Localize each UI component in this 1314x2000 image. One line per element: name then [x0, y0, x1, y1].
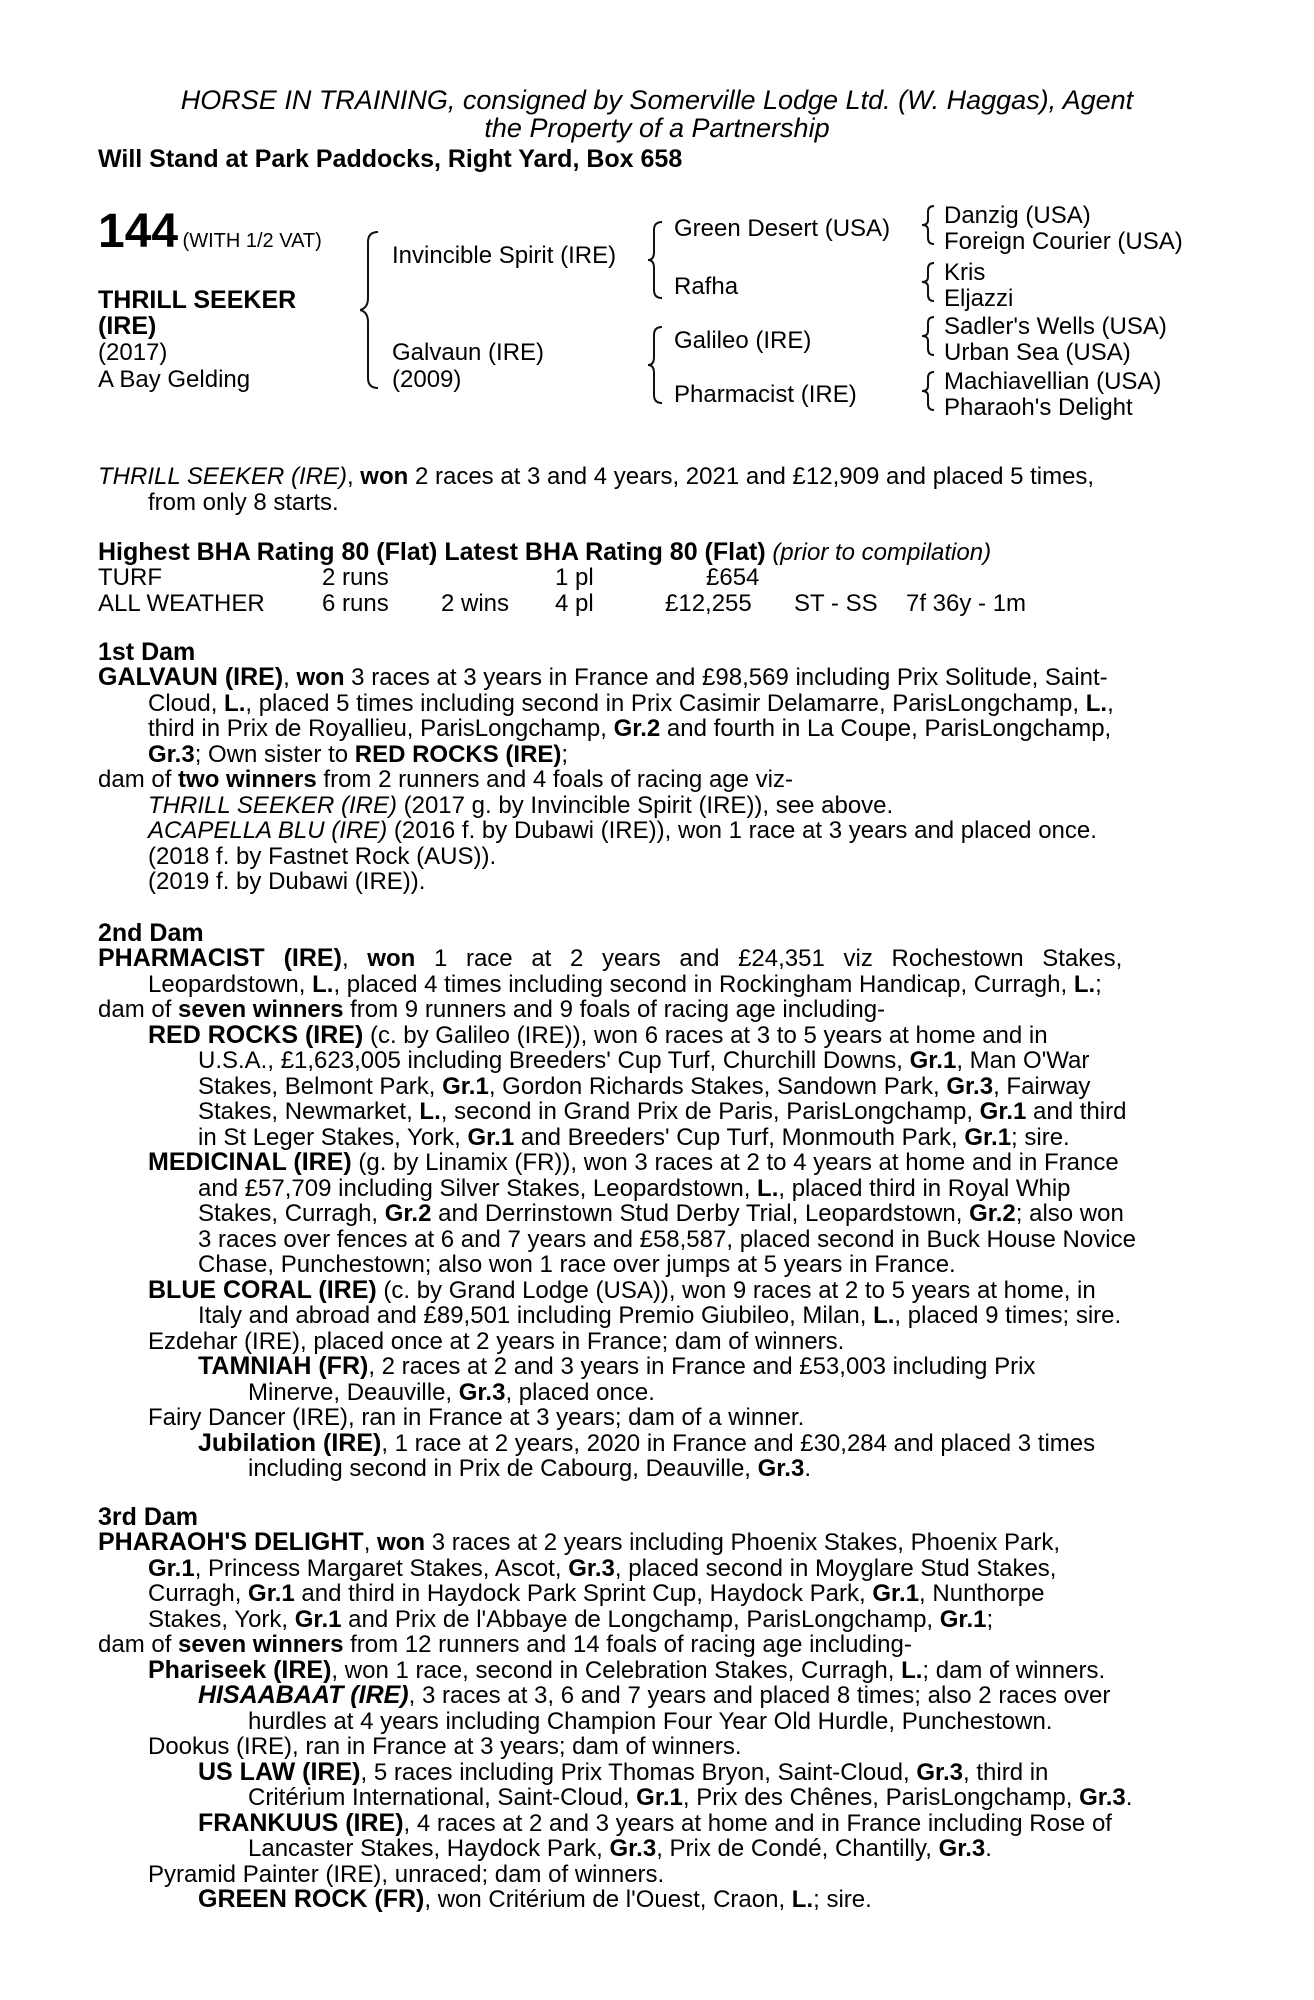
text-dam1-l2d: L.: [1085, 689, 1108, 717]
text-ratings-rows-0-surface: TURF: [98, 564, 162, 591]
text-line: [98, 997, 1204, 1023]
text-dam3-l5a: dam of: [98, 1631, 179, 1658]
text-dam2-ju2b: Gr.3: [757, 1455, 805, 1482]
text-dam2-l3c: from 9 runners and 9 foals of racing age including-: [343, 996, 886, 1023]
pedigree-brace-6: [922, 315, 942, 357]
text-dam3-us1b: , 5 races including Prix Thomas Bryon, Saint-Cloud,: [360, 1758, 917, 1786]
text-line: [98, 1125, 1204, 1151]
pedigree-sire-sire: Green Desert (USA): [674, 215, 891, 242]
text-line: [98, 742, 1204, 768]
pedigree-dam-year: (2009): [392, 366, 462, 393]
text-dam2-me3a: Stakes, Curragh,: [198, 1200, 385, 1227]
text-ratings-rows-0-runs: 2 runs: [322, 564, 389, 591]
offspring-2019: (2019 f. by Dubawi (IRE)).: [148, 868, 426, 895]
text-dam2-rr4c: , second in Grand Prix de Paris, ParisLongchamp,: [440, 1098, 980, 1125]
text-dam2-me4: 3 races over fences at 6 and 7 years and £58,587, placed second in Buck House Novice: [198, 1225, 1136, 1253]
text-summary-won: won: [360, 463, 409, 490]
produce-jubilation: [98, 1428, 1204, 1457]
text-dam3-ph1b: , won 1 race, second in Celebration Stakes, Curragh,: [331, 1656, 902, 1684]
text-dam1-won: won: [296, 664, 345, 691]
text-summary-rest1: 2 races at 3 and 4 years, 2021 and £12,909 and placed 5 times,: [408, 463, 1095, 490]
pedigree-sire: Invincible Spirit (IRE): [392, 242, 617, 269]
text-dam2-ju2c: .: [804, 1455, 811, 1482]
text-dam2-ju1b: , 1 race at 2 years, 2020 in France and £30,284 and placed 3 times: [381, 1429, 1096, 1457]
text-dam2-ju1a: Jubilation (IRE): [198, 1428, 382, 1457]
text-dam3-l3a: Curragh,: [148, 1580, 249, 1607]
text-dam1-l4b: ; Own sister to: [194, 740, 355, 768]
text-dam2-me2b: L.: [757, 1174, 779, 1202]
text-dam3-l3d: Gr.1: [872, 1580, 920, 1607]
text-dam1-o2b: (2016 f. by Dubawi (IRE)), won 1 race at 3 years and placed once.: [387, 817, 1097, 844]
text-dam2-rr5d: Gr.1: [964, 1123, 1012, 1151]
text-line: [98, 1456, 1204, 1482]
produce-red-rocks: [98, 1020, 1204, 1049]
text-line: [98, 1303, 1204, 1329]
text-dam2-l2d: L.: [1073, 970, 1096, 998]
offspring-2018: (2018 f. by Fastnet Rock (AUS)).: [148, 842, 497, 870]
text-dam1-l2c: , placed 5 times including second in Prix Casimir Delamarre, ParisLongchamp,: [245, 689, 1086, 717]
text-line: THRILL SEEKER (IRE), won 2 races at 3 and 4 years, 2021 and £12,909 and placed 5 times,: [98, 463, 1095, 490]
text-dam2-rr3d: Gr.3: [946, 1072, 994, 1100]
text-dam3-us1c: Gr.3: [916, 1758, 964, 1786]
text-dam2-l2b: L.: [312, 970, 334, 998]
text-dam3-name: PHARAOH'S DELIGHT: [98, 1528, 364, 1556]
text-dam3-l5b: seven winners: [178, 1631, 344, 1658]
pedigree-sds: Kris: [944, 259, 986, 286]
text-dam2-me3c: and Derrinstown Stud Derby Trial, Leopardstown,: [431, 1200, 970, 1227]
text-dam1-l3a: third in Prix de Royallieu, ParisLongchamp,: [148, 715, 614, 742]
stand-location: Will Stand at Park Paddocks, Right Yard, Box 658: [98, 145, 683, 173]
text-dam3-ph1c: L.: [901, 1656, 923, 1684]
text-dam2-rr4a: Stakes, Newmarket,: [198, 1098, 420, 1125]
text-dam2-rr2b: Gr.1: [909, 1047, 957, 1074]
text-dam3-us2c: , Prix des Chênes, ParisLongchamp,: [682, 1784, 1080, 1811]
text-dam3-fr2a: Lancaster Stakes, Haydock Park,: [248, 1835, 610, 1862]
text-dam2-ju2a: including second in Prix de Cabourg, Deauville,: [248, 1455, 758, 1482]
summary-horse-name: THRILL SEEKER (IRE): [98, 463, 347, 490]
text-dam2-rr2c: , Man O'War: [956, 1047, 1090, 1074]
text-dam3-hi1b: , 3 races at 3, 6 and 7 years and placed 8 times; also 2 races over: [408, 1682, 1111, 1709]
text-dam3-hi2: hurdles at 4 years including Champion Four Year Old Hurdle, Punchestown.: [248, 1707, 1053, 1735]
text-line: [98, 1048, 1204, 1074]
text-dam3-won: won: [377, 1529, 426, 1556]
third-dam-heading: 3rd Dam: [98, 1503, 199, 1531]
text-dam2-me1a: MEDICINAL (IRE): [148, 1148, 352, 1176]
text-dam3-ph1d: ; dam of winners.: [922, 1656, 1106, 1684]
text-dam2-rr4e: and third: [1026, 1098, 1127, 1125]
text-dam3-fr1a: FRANKUUS (IRE): [198, 1808, 404, 1837]
text-dam3-l4c: and Prix de l'Abbaye de Longchamp, ParisLongchamp,: [341, 1605, 940, 1633]
text-dam1-l2b: L.: [224, 689, 246, 717]
property-line: the Property of a Partnership: [484, 113, 830, 143]
pedigree-brace-7: [922, 370, 942, 412]
text-dam2-l3b: seven winners: [178, 996, 344, 1023]
text-dam3-fr2e: .: [985, 1835, 992, 1862]
text-line: [98, 1556, 1204, 1582]
text-dam3-us2d: Gr.3: [1079, 1784, 1126, 1811]
first-dam-section: [98, 665, 1204, 895]
text-dam1-l3c: and fourth in La Coupe, ParisLongchamp,: [660, 715, 1112, 742]
text-dam2-ta1a: TAMNIAH (FR): [198, 1352, 369, 1380]
horse-country: (IRE): [98, 312, 157, 340]
text-dam3-us2e: .: [1125, 1784, 1133, 1811]
pedigree-brace-2: [648, 220, 672, 300]
text-dam3-l3b: Gr.1: [248, 1580, 295, 1607]
text-dam3-us1d: , third in: [963, 1758, 1049, 1786]
pedigree-dam-dam: Pharmacist (IRE): [674, 381, 857, 408]
pedigree-brace-5: [922, 261, 942, 303]
text-line: [98, 1632, 1204, 1658]
text-dam3-gr1c: L.: [791, 1886, 814, 1913]
text-dam2-me3d: Gr.2: [969, 1200, 1016, 1227]
text-dam2-me2a: and £57,709 including Silver Stakes, Leopardstown,: [198, 1174, 758, 1202]
text-dam2-rr4d: Gr.1: [979, 1098, 1027, 1125]
text-dam3-hi1a: HISAABAAT (IRE): [198, 1681, 409, 1709]
text-dam1-l3b: Gr.2: [613, 715, 661, 742]
text-ratings-rows-1-pl: 4 pl: [555, 590, 594, 617]
text-dam1-o1a: THRILL SEEKER (IRE): [148, 791, 397, 819]
text-dam3-l4d: Gr.1: [939, 1605, 987, 1633]
text-dam2-me5: Chase, Punchestown; also won 1 race over jumps at 5 years in France.: [198, 1251, 956, 1278]
text-dam3-l1: 3 races at 2 years including Phoenix Stakes, Phoenix Park,: [425, 1529, 1061, 1556]
text-line: [98, 1785, 1204, 1811]
text-dam3-l2d: , placed second in Moyglare Stud Stakes,: [614, 1554, 1057, 1582]
produce-fairy-dancer: Fairy Dancer (IRE), ran in France at 3 years; dam of a winner.: [148, 1404, 805, 1431]
text-ratings-rows-1-dist: 7f 36y - 1m: [906, 590, 1027, 617]
text-line: PHARAOH'S DELIGHT, won 3 races at 2 years including Phoenix Stakes, Phoenix Park,: [98, 1528, 1061, 1556]
text-dam2-rr5a: in St Leger Stakes, York,: [198, 1123, 468, 1151]
text-dam2-me3b: Gr.2: [384, 1200, 432, 1227]
produce-tamniah: [98, 1354, 1204, 1380]
horse-description: A Bay Gelding: [98, 366, 251, 393]
text-dam3-l5c: from 12 runners and 14 foals of racing age including-: [343, 1631, 912, 1658]
text-dam1-name: GALVAUN (IRE): [98, 663, 284, 691]
text-dam3-l4a: Stakes, York,: [148, 1605, 295, 1633]
text-line: [98, 1176, 1204, 1202]
text-line: [98, 1607, 1204, 1633]
vat-note: (WITH 1/2 VAT): [182, 230, 322, 252]
pedigree-dsd: Urban Sea (USA): [944, 339, 1131, 366]
text-ratings-rows-0-pl: 1 pl: [555, 564, 594, 591]
text-dam3-l3c: and third in Haydock Park Sprint Cup, Haydock Park,: [294, 1580, 873, 1607]
text-dam3-ph1a: Phariseek (IRE): [148, 1655, 332, 1684]
text-dam3-us2a: Critérium International, Saint-Cloud,: [248, 1784, 637, 1811]
text-line: [98, 767, 1204, 793]
text-line: [98, 1581, 1204, 1607]
text-dam2-ta2c: , placed once.: [505, 1378, 655, 1406]
text-dam2-l2c: , placed 4 times including second in Rockingham Handicap, Curragh,: [333, 970, 1074, 998]
third-dam-section: [98, 1530, 1204, 1913]
pedigree-sire-dam: Rafha: [674, 273, 739, 300]
pedigree-ssd: Foreign Courier (USA): [944, 228, 1183, 255]
produce-green-rock: [98, 1887, 1204, 1913]
text-ratings-note: (prior to compilation): [772, 539, 992, 566]
text-dam2-ta2b: Gr.3: [458, 1378, 506, 1406]
text-ratings-rows-1-surface: ALL WEATHER: [98, 590, 265, 617]
produce-dookus: Dookus (IRE), ran in France at 3 years; dam of winners.: [148, 1733, 742, 1760]
text-dam3-gr1a: GREEN ROCK (FR): [198, 1885, 425, 1913]
pedigree-dam: Galvaun (IRE): [392, 339, 545, 366]
text-dam3-l2c: Gr.3: [568, 1554, 615, 1582]
text-dam1-l2a: Cloud,: [148, 689, 225, 717]
text-dam3-us1a: US LAW (IRE): [198, 1757, 361, 1786]
text-dam1-l4d: ;: [561, 740, 569, 768]
second-dam-heading: 2nd Dam: [98, 919, 204, 947]
text-dam1-l5b: two winners: [178, 766, 317, 793]
text-dam3-fr2b: Gr.3: [609, 1835, 657, 1862]
text-line: [98, 1836, 1204, 1862]
text-dam2-ta2a: Minerve, Deauville,: [248, 1378, 459, 1406]
text-line: [98, 1380, 1204, 1406]
text-dam2-rr3b: Gr.1: [442, 1072, 489, 1100]
text-dam2-rr3c: , Gordon Richards Stakes, Sandown Park,: [488, 1072, 947, 1100]
text-dam1-l4c: RED ROCKS (IRE): [354, 740, 562, 768]
foaling-year: (2017): [98, 339, 168, 366]
text-dam2-won: won: [367, 945, 416, 972]
text-dam1-o1b: (2017 g. by Invincible Spirit (IRE)), see above.: [396, 791, 894, 819]
offspring-acapella-blu: [98, 818, 1204, 844]
text-dam1-l1: 3 races at 3 years in France and £98,569 including Prix Solitude, Saint-: [344, 664, 1108, 691]
pedigree-dss: Sadler's Wells (USA): [944, 313, 1167, 340]
race-summary: [98, 464, 1204, 515]
text-dam1-l5c: from 2 runners and 4 foals of racing age viz-: [316, 766, 793, 793]
text-dam2-rr1b: (c. by Galileo (IRE)), won 6 races at 3 to 5 years at home and in: [363, 1021, 1048, 1049]
text-dam3-l3e: , Nunthorpe: [919, 1580, 1045, 1607]
consignor-line: HORSE IN TRAINING, consigned by Somerville Lodge Ltd. (W. Haggas), Agent: [180, 85, 1134, 115]
text-ratings-rows-0-money: £654: [706, 564, 760, 591]
produce-frankuus: [98, 1808, 1204, 1837]
text-dam2-rr4b: L.: [419, 1098, 441, 1125]
horse-name: THRILL SEEKER: [98, 286, 297, 314]
pedigree-brace-3: [648, 325, 672, 405]
text-dam2-l1: 1 race at 2 years and £24,351 viz Rochestown Stakes,: [415, 945, 1123, 972]
text-ratings-rows-1-money: £12,255: [665, 590, 752, 617]
text-dam3-gr1d: ; sire.: [813, 1886, 872, 1913]
text-dam1-l5a: dam of: [98, 766, 179, 793]
produce-us-law: [98, 1757, 1204, 1786]
text-dam2-ta1b: , 2 races at 2 and 3 years in France and £53,003 including Prix: [368, 1353, 1036, 1380]
text-dam2-l2e: ;: [1095, 970, 1102, 998]
text-dam2-me2c: , placed third in Royal Whip: [778, 1174, 1071, 1202]
first-dam-heading: 1st Dam: [98, 638, 196, 666]
text-dam2-rr3a: Stakes, Belmont Park,: [198, 1072, 443, 1100]
text-dam3-l2a: Gr.1: [148, 1554, 195, 1582]
text-dam2-l2a: Leopardstown,: [148, 970, 313, 998]
pedigree-dds: Machiavellian (USA): [944, 368, 1162, 395]
text-dam2-rr5b: Gr.1: [467, 1123, 515, 1151]
text-dam2-bc2b: L.: [873, 1302, 895, 1329]
text-dam3-fr2d: Gr.3: [938, 1835, 986, 1862]
offspring-thrill-seeker: [98, 793, 1204, 819]
text-line: [98, 691, 1204, 717]
text-dam2-me3e: ; also won: [1015, 1200, 1124, 1227]
text-dam3-gr1b: , won Critérium de l'Ouest, Craon,: [424, 1886, 792, 1913]
text-dam2-rr2a: U.S.A., £1,623,005 including Breeders' Cup Turf, Churchill Downs,: [198, 1047, 910, 1074]
text-dam2-name: PHARMACIST (IRE): [98, 944, 342, 972]
lot-number: 144: [98, 205, 179, 258]
text-ratings-rows-1-wins: 2 wins: [441, 590, 510, 617]
text-line: [98, 1074, 1204, 1100]
text-dam3-l4e: ;: [986, 1605, 994, 1633]
text-line: [98, 1099, 1204, 1125]
bha-ratings: [98, 540, 991, 566]
text-line: PHARMACIST (IRE), won 1 race at 2 years and £24,351 viz Rochestown Stakes,: [98, 944, 1123, 972]
produce-ezdehar: Ezdehar (IRE), placed once at 2 years in France; dam of winners.: [148, 1327, 845, 1355]
text-dam2-rr1a: RED ROCKS (IRE): [148, 1020, 364, 1049]
pedigree-sss: Danzig (USA): [944, 202, 1091, 229]
text-dam2-bc1b: (c. by Grand Lodge (USA)), won 9 races at 2 to 5 years at home, in: [376, 1276, 1096, 1304]
text-dam2-rr5e: ; sire.: [1011, 1123, 1070, 1151]
text-dam1-l4a: Gr.3: [148, 740, 195, 768]
text-dam3-us2b: Gr.1: [636, 1784, 683, 1811]
text-dam3-l4b: Gr.1: [294, 1605, 342, 1633]
pedigree-sdd: Eljazzi: [944, 285, 1014, 312]
text-dam2-me1b: (g. by Linamix (FR)), won 3 races at 2 to 4 years at home and in France: [351, 1149, 1119, 1176]
text-line: GALVAUN (IRE), won 3 races at 3 years in France and £98,569 including Prix Solitude, Saint-: [98, 663, 1108, 691]
text-dam2-l3a: dam of: [98, 996, 179, 1023]
produce-phariseek: [98, 1655, 1204, 1684]
text-line: [98, 972, 1204, 998]
produce-blue-coral: [98, 1275, 1204, 1304]
text-dam2-bc2a: Italy and abroad and £89,501 including Premio Giubileo, Milan,: [198, 1302, 874, 1329]
lot-number-block: [98, 205, 322, 258]
text-dam2-rr5c: and Breeders' Cup Turf, Monmouth Park,: [514, 1123, 965, 1151]
text-dam3-fr2c: , Prix de Condé, Chantilly,: [656, 1835, 939, 1862]
produce-pyramid-painter: Pyramid Painter (IRE), unraced; dam of winners.: [148, 1860, 665, 1888]
text-dam3-fr1b: , 4 races at 2 and 3 years at home and in France including Rose of: [403, 1809, 1112, 1837]
pedigree-ddd: Pharaoh's Delight: [944, 394, 1133, 421]
text-line: [98, 716, 1204, 742]
pedigree-brace-1: [360, 230, 390, 390]
produce-hisaabaat: [98, 1683, 1204, 1709]
pedigree-dam-sire: Galileo (IRE): [674, 327, 812, 354]
text-dam2-bc2c: , placed 9 times; sire.: [894, 1302, 1122, 1329]
produce-medicinal: [98, 1150, 1204, 1176]
text-dam1-o2a: ACAPELLA BLU (IRE): [148, 817, 388, 844]
text-dam2-rr3e: , Fairway: [993, 1072, 1091, 1100]
text-summary-rest2: from only 8 starts.: [148, 488, 339, 516]
text-ratings-rows-1-going: ST - SS: [794, 590, 878, 617]
pedigree-brace-4: [922, 204, 942, 246]
text-dam3-l2b: , Princess Margaret Stakes, Ascot,: [194, 1554, 569, 1582]
text-dam2-bc1a: BLUE CORAL (IRE): [148, 1275, 377, 1304]
text-ratings-title: Highest BHA Rating 80 (Flat) Latest BHA Rating 80 (Flat): [98, 538, 766, 566]
text-ratings-rows-1-runs: 6 runs: [322, 590, 389, 617]
text-dam1-l2e: ,: [1107, 689, 1114, 717]
text-line: [98, 1201, 1204, 1227]
second-dam-section: [98, 946, 1204, 1482]
